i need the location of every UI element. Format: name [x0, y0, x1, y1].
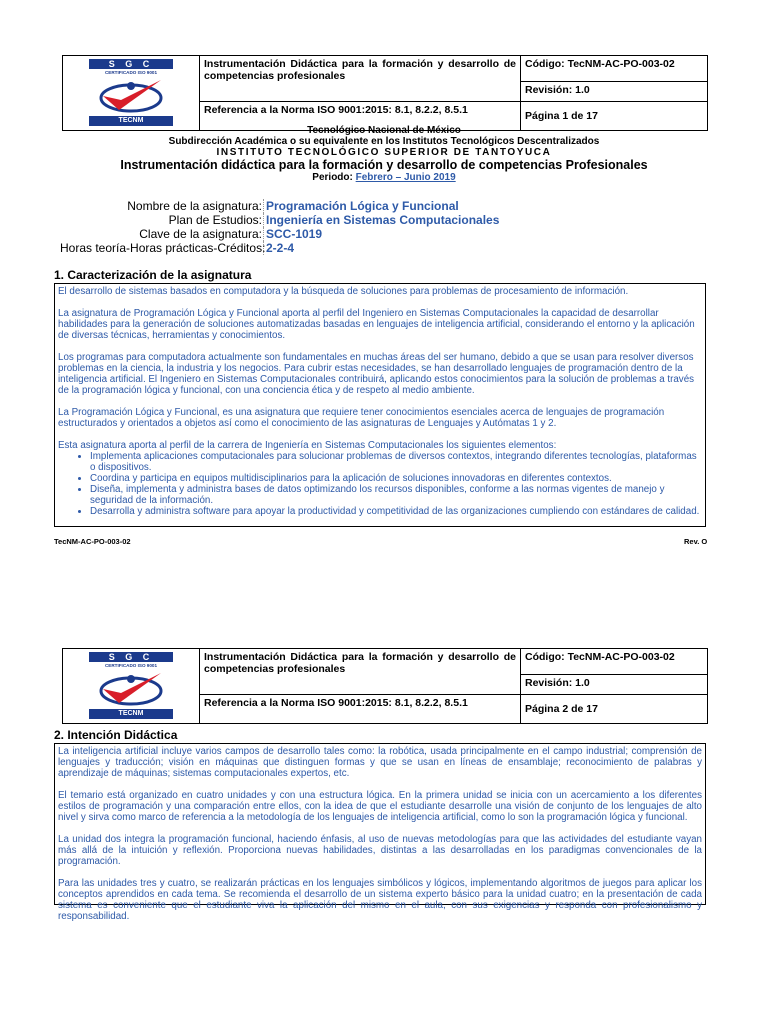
institution-line-2: Subdirección Académica o su equivalente en los Institutos Tecnológicos Descentralizados	[168, 136, 600, 147]
document-revision: Revisión: 1.0	[521, 675, 708, 695]
periodo-line	[0, 172, 768, 183]
section-1-bullet-list	[58, 451, 702, 517]
norma-reference: Referencia a la Norma ISO 9001:2015: 8.1, 8.2.2, 8.5.1	[200, 102, 521, 131]
sgc-tecnm-logo	[67, 652, 195, 720]
field-clave-label: Clave de la asignatura:	[60, 227, 264, 241]
document-header-table	[62, 55, 708, 131]
list-item: • Diseña, implementa y administra bases de datos optimizando los recursos disponibles, conforme a las normas vigentes de manejo y seguridad de la información.	[90, 484, 702, 506]
section-1-paragraph: Los programas para computadora actualmente son fundamentales en muchas áreas del ser humano, debido a que se usan para resolver diversos problemas en la ciencia, la industria y los negocios. Para cubrir estas necesidades, se han desarrollado lenguajes de programación dentro de la inteligencia artificial. El Ingeniero en Sistemas Computacionales contribuirá, aplicando estos conocimientos para la solución de problemas a través de la programación lógica y funcional, con una conciencia ética y de respeto al medio ambiente.	[58, 352, 695, 396]
section-1-paragraph: La Programación Lógica y Funcional, es una asignatura que requiere tener conocimientos esenciales acerca de lenguajes de programación estructurados y orientados a objetos así como el conocimiento de las asignaturas de Lenguajes y Autómatas 1 y 2.	[58, 407, 665, 429]
subject-fields	[60, 199, 499, 255]
field-nombre	[60, 199, 499, 213]
logo-tecnm-text: TECNM	[89, 709, 173, 719]
field-plan-value: Ingeniería en Sistemas Computacionales	[266, 213, 500, 227]
section-2-paragraph: Para las unidades tres y cuatro, se realizarán prácticas en los lenguajes simbólicos y lógicos, implementando algoritmos de juegos para aplicar los conceptos aprendidos en cada tema. Se recomienda el desarrollo de un sistema experto básico para la unidad cuatro; en la presentación de cada sistema es conveniente que el estudiante viva la aplicación del mismo en el aula, con sus exigencias y responda con profesionalismo y responsabilidad.	[58, 878, 702, 922]
list-item: • Coordina y participa en equipos multidisciplinarios para la aplicación de soluciones innovadoras en diferentes contextos.	[90, 473, 702, 484]
section-1-paragraph: Esta asignatura aporta al perfil de la carrera de Ingeniería en Sistemas Computacionales los siguientes elementos:	[58, 440, 557, 451]
field-plan	[60, 213, 499, 227]
document-revision: Revisión: 1.0	[521, 82, 708, 102]
field-nombre-label: Nombre de la asignatura:	[60, 199, 264, 213]
field-horas	[60, 241, 499, 255]
sgc-logo-cell	[63, 649, 200, 724]
document-title: Instrumentación Didáctica para la formación y desarrollo de competencias profesionales	[200, 56, 521, 102]
field-horas-label: Horas teoría-Horas prácticas-Créditos:	[60, 241, 266, 255]
document-page-2	[0, 590, 768, 1024]
field-clave-value: SCC-1019	[266, 227, 323, 241]
field-clave	[60, 227, 499, 241]
logo-sgc-text: S G C	[89, 59, 173, 69]
document-code: Código: TecNM-AC-PO-003-02	[521, 56, 708, 82]
norma-reference: Referencia a la Norma ISO 9001:2015: 8.1, 8.2.2, 8.5.1	[200, 695, 521, 724]
institution-line-3: INSTITUTO TECNOLÓGICO SUPERIOR DE TANTOYUCA	[216, 147, 552, 158]
section-1-paragraph: La asignatura de Programación Lógica y Funcional aporta al perfil del Ingeniero en Sistemas Computacionales la capacidad de desarrollar habilidades para la generación de soluciones automatizadas basadas en lenguajes de inteligencia artificial, considerando el entorno y la aplicación de diversas técnicas, herramientas y conocimientos.	[58, 308, 695, 341]
document-code: Código: TecNM-AC-PO-003-02	[521, 649, 708, 675]
institution-line-1: Tecnológico Nacional de México	[307, 125, 461, 136]
periodo-label: Periodo:	[312, 172, 353, 183]
page-number: Página 1 de 17	[521, 102, 708, 131]
logo-sgc-text: S G C	[89, 652, 173, 662]
logo-cert-text: CERTIFICADO ISO 9001	[104, 70, 158, 75]
periodo-value: Febrero – Junio 2019	[355, 172, 456, 183]
section-1-box	[54, 283, 706, 527]
checkmark-logo-icon	[95, 669, 167, 709]
section-2-box	[54, 743, 706, 922]
logo-cert-text: CERTIFICADO ISO 9001	[104, 663, 158, 668]
logo-tecnm-text: TECNM	[89, 116, 173, 126]
sgc-tecnm-logo	[67, 59, 195, 127]
document-title: Instrumentación Didáctica para la formación y desarrollo de competencias profesionales	[200, 649, 521, 695]
section-2-paragraph: La inteligencia artificial incluye varios campos de desarrollo tales como: la robótica, usada principalmente en el campo industrial; comprensión de lenguajes y traducción; visión en máquinas que distinguen formas y que se usan en líneas de ensamblaje; reconocimiento de palabras y aprendizaje de máquinas; sistemas computacionales expertos, etc.	[58, 746, 702, 779]
page-number: Página 2 de 17	[521, 695, 708, 724]
footer-code: TecNM-AC-PO-003-02	[54, 537, 131, 546]
list-item: • Implementa aplicaciones computacionales para solucionar problemas de diversos contextos, integrando diferentes tecnologías, plataformas o dispositivos.	[90, 451, 702, 473]
document-header-table	[62, 648, 708, 724]
field-plan-label: Plan de Estudios:	[60, 213, 264, 227]
section-2-paragraph: El temario está organizado en cuatro unidades y con una estructura lógica. En la primera unidad se inicia con un acercamiento a los diferentes estilos de programación y una comparación entre ellos, con la idea de que el estudiante desarrolle una visión de conjunto de los lenguajes de alto nivel y sirva como marco de referencia a la metodología de los lenguajes de inteligencia artificial, como lo son la programación lógica y funcional.	[58, 790, 702, 823]
section-1-title: 1. Caracterización de la asignatura	[54, 268, 252, 282]
field-nombre-value: Programación Lógica y Funcional	[266, 199, 459, 213]
checkmark-logo-icon	[95, 76, 167, 116]
footer-revision: Rev. O	[684, 537, 708, 546]
section-2-paragraph: La unidad dos integra la programación funcional, haciendo énfasis, al uso de nuevas metodologías para que las actividades del estudiante vayan más allá de la intuición y reflexión. Proporciona nuevas habilidades, distintas a las desarrolladas en los paradigmas convencionales de la programación.	[58, 834, 702, 867]
list-item: • Desarrolla y administra software para apoyar la productividad y competitividad de las organizaciones cumpliendo con estándares de calidad.	[90, 506, 702, 517]
field-horas-value: 2-2-4	[266, 241, 295, 255]
instrumentation-title: Instrumentación didáctica para la formación y desarrollo de competencias Profesionales	[120, 158, 648, 172]
sgc-logo-cell	[63, 56, 200, 131]
section-2-title: 2. Intención Didáctica	[54, 728, 178, 742]
section-1-paragraph: El desarrollo de sistemas basados en computadora y la búsqueda de soluciones para problemas de procesamiento de información.	[58, 286, 629, 297]
